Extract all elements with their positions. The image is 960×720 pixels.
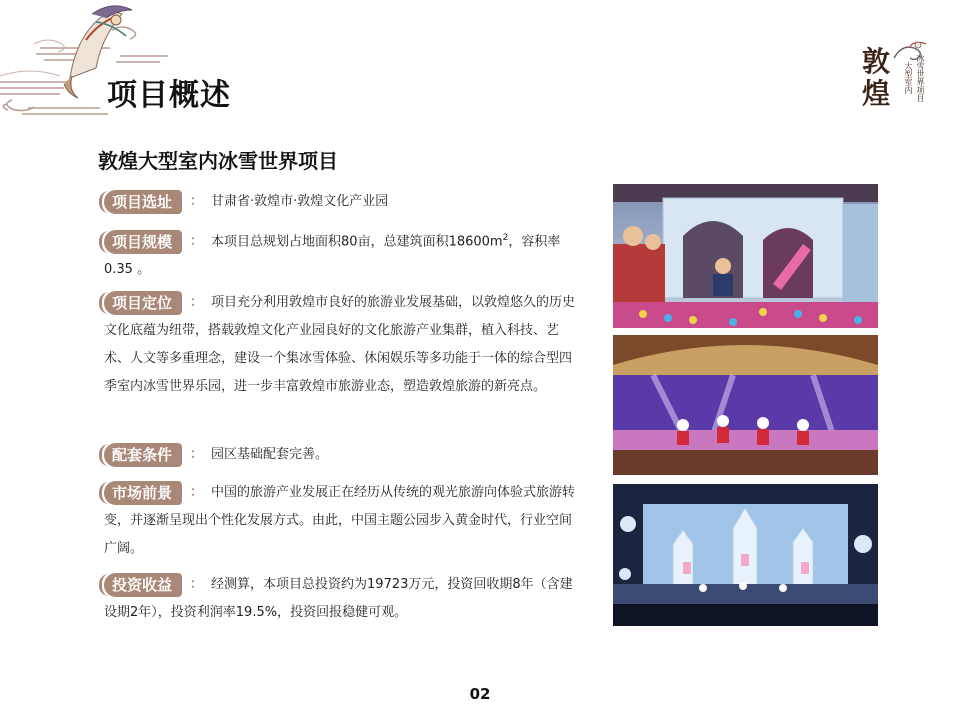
superscript: 2 — [502, 233, 509, 243]
section-colon: ： — [190, 447, 204, 462]
section-market — [104, 479, 582, 563]
logo-sub-text-1: 大型室内 — [904, 62, 913, 94]
section-colon: ： — [190, 295, 204, 310]
section-colon: ： — [190, 194, 204, 209]
section-returns — [104, 571, 582, 627]
section-text: 园区基础配套完善。 — [211, 447, 329, 462]
logo-sub-text-2: 冰雪世界项目 — [916, 54, 925, 102]
project-title: 敦煌大型室内冰雪世界项目 — [98, 149, 338, 173]
section-text: 项目充分利用敦煌市良好的旅游业发展基础，以敦煌悠久的历史文化底蕴为纽带，搭载敦煌文化产业园良好的文化旅游产业集群，植入科技、艺术、人文等多重理念，建设一个集冰雪体验、休闲娱乐等多功能于一体的综合型四季室内冰雪世界乐园，进一步丰富敦煌市旅游业态，塑造敦煌旅游的新亮点。 — [104, 295, 576, 394]
section-label: 配套条件 — [104, 443, 182, 467]
section-text: 甘肃省·敦煌市·敦煌文化产业园 — [211, 194, 389, 209]
section-scale — [104, 224, 582, 284]
section-label: 项目选址 — [104, 190, 182, 214]
stage-performance-photo — [613, 335, 878, 475]
page-number: 02 — [469, 685, 491, 703]
section-location — [104, 188, 582, 216]
section-positioning — [104, 289, 582, 401]
frozen-castle-stage-photo — [613, 484, 878, 626]
ice-castle-photo — [613, 184, 878, 328]
section-facilities — [104, 441, 582, 469]
section-colon: ： — [190, 485, 204, 500]
page-title: 项目概述 — [107, 78, 231, 113]
section-text: 本项目总规划占地面积80亩，总建筑面积18600m — [211, 234, 503, 250]
section-colon: ： — [190, 577, 204, 592]
logo-main-text: 敦煌 — [861, 45, 890, 110]
section-text: 经测算，本项目总投资约为19723万元，投资回收期8年（含建设期2年），投资利润率19.5%，投资回报稳健可观。 — [104, 577, 573, 620]
section-label: 市场前景 — [104, 481, 182, 505]
section-label: 项目规模 — [104, 230, 182, 254]
section-label: 项目定位 — [104, 291, 182, 315]
section-text-end: ，容积率0.35 。 — [104, 234, 561, 278]
logo — [858, 40, 930, 120]
section-text: 中国的旅游产业发展正在经历从传统的观光旅游向体验式旅游转变，并逐渐呈现出个性化发展方式。由此，中国主题公园步入黄金时代，行业空间广阔。 — [104, 485, 576, 556]
section-colon: ： — [190, 234, 204, 250]
section-label: 投资收益 — [104, 573, 182, 597]
